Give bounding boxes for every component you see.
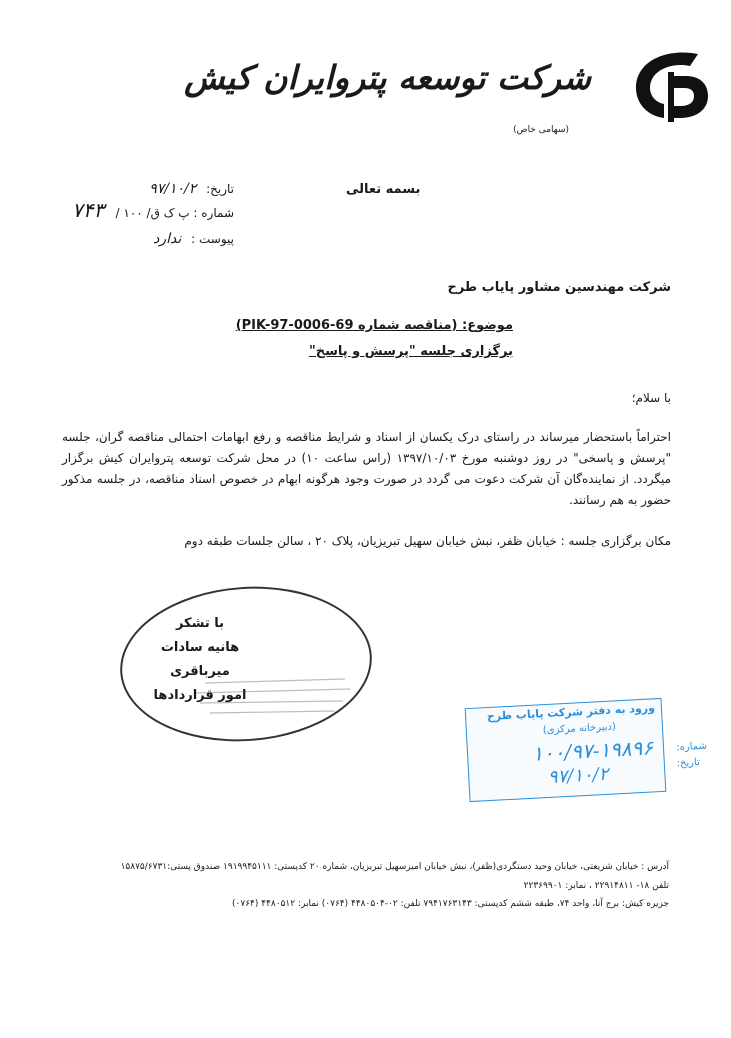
- date-value: ۹۷/۱۰/۲: [149, 181, 197, 197]
- signature-department: امور قراردادها: [153, 688, 247, 703]
- handwritten-reference: ۷۴۳: [72, 198, 105, 222]
- footer-address: آدرس : خیابان شریعتی، خیابان وحید دستگردی(ظفر)، نبش خیابان امیرسهیل تبریزیان، شماره ۲۰ کدپستی: ۱۹۱۹۹۴۵۱۱۱ صندوق پستی:۱۵۸۷۵/۶۷۳۱: [120, 862, 669, 872]
- received-stamp-subtitle: (دبیرخانه مرکزی): [542, 721, 617, 737]
- signature-name: هانیه سادات میرباقری: [160, 640, 240, 679]
- date-row: [149, 181, 234, 197]
- footer-kish-address: جزیره کیش: برج آنا، واحد ۷۴، طبقه ششم کدپستی: ۷۹۴۱۷۶۳۱۴۳ تلفن: ۰۲-۴۴۸۰۵۰۴ (۰۷۶۴) نمابر: ۴۴۸۰۵۱۲ (۰۷۶۴): [232, 899, 669, 909]
- attachment-label: پیوست :: [191, 232, 234, 246]
- received-stamp-title: ورود به دفتر شرکت پایاب طرح: [486, 701, 656, 724]
- received-stamp-number: ۱۰۰/۹۷-۱۹۸۹۶: [531, 735, 654, 766]
- received-stamp: [465, 698, 708, 802]
- footer-phone: تلفن ۱۸- ۲۲۹۱۴۸۱۱ ، نمابر: ۲۲۳۶۹۹۰۱: [523, 881, 669, 891]
- received-stamp-date-label: تاریخ:: [676, 756, 701, 770]
- bismillah-heading: بسمه تعالی: [346, 182, 421, 197]
- subject-line-2: برگزاری جلسه "پرسش و پاسخ": [308, 344, 513, 359]
- letter-body: احتراماً باستحضار میرساند در راستای درک یکسان از اسناد و شرایط مناقصه و رفع ابهامات احتمالی مناقصه گران، جلسه "پرسش و پاسخی" در روز دوشنبه مورخ ۱۳۹۷/۱۰/۰۳ (راس ساعت ۱۰) در محل شرکت توسعه پتروایران کیش برگزار میگردد. از نماینده‌گان آن شرکت دعوت می گردد در صورت وجود هرگونه ابهام در خصوص اسناد مناقصه، در جلسه مذکور حضور به هم رسانند.: [62, 430, 671, 507]
- received-stamp-number-label: شماره:: [676, 740, 708, 754]
- number-row: [116, 206, 234, 220]
- attachment-value: ندارد: [153, 231, 182, 247]
- signature-thanks: با تشکر: [175, 616, 225, 631]
- meeting-venue: مکان برگزاری جلسه : خیابان ظفر، نبش خیابان سهیل تبریزیان، پلاک ۲۰ ، سالن جلسات طبقه دوم: [184, 534, 671, 548]
- recipient: شرکت مهندسین مشاور پایاب طرح: [447, 280, 671, 295]
- greeting: با سلام؛: [631, 391, 671, 405]
- subject-line-1: موضوع: (مناقصه شماره PIK-97-0006-69): [235, 318, 513, 333]
- signature-block: [140, 612, 260, 708]
- company-type: (سهامی خاص): [513, 125, 569, 135]
- number-label: شماره :: [193, 206, 234, 220]
- company-logo: [628, 46, 714, 126]
- date-label: تاریخ:: [206, 182, 234, 196]
- number-value: پ ک ق/ ۱۰۰ /: [115, 206, 190, 220]
- received-stamp-date: ۹۷/۱۰/۲: [547, 763, 609, 788]
- company-name: شرکت توسعه پتروایران کیش: [184, 58, 591, 97]
- attachment-row: [153, 231, 234, 247]
